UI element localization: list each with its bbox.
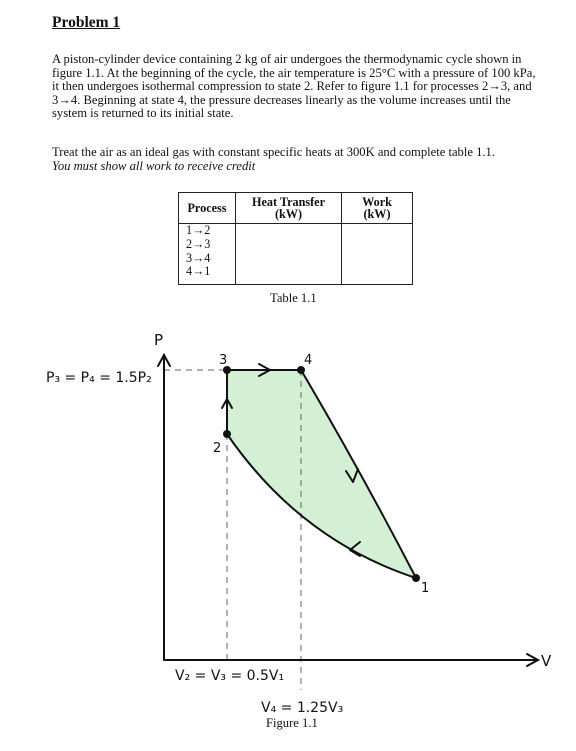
state-label-4: 4: [304, 353, 313, 368]
table-caption: Table 1.1: [270, 291, 317, 305]
volume-label-left: V₂ = V₃ = 0.5V₁: [175, 668, 285, 684]
state-point-1: [412, 574, 420, 582]
state-label-2: 2: [213, 441, 222, 456]
header-work: Work (kW): [342, 193, 413, 224]
state-label-1: 1: [421, 581, 430, 596]
instructions-note: You must show all work to receive credit: [52, 158, 256, 173]
cycle-area: [227, 370, 416, 578]
process-4-1: 4→1: [186, 264, 211, 279]
process-2-3: 2→3: [186, 236, 211, 251]
volume-label-right: V₄ = 1.25V₃: [261, 700, 344, 716]
state-point-2: [223, 430, 231, 438]
process-1-2: 1→2: [186, 223, 211, 237]
pressure-label: P₃ = P₄ = 1.5P₂: [46, 370, 152, 386]
problem-title: Problem 1: [52, 14, 121, 31]
figure-caption: Figure 1.1: [266, 716, 318, 730]
v-axis-label: V: [541, 652, 552, 670]
problem-description: A piston-cylinder device containing 2 kg of air undergoes the thermodynamic cycle shown in figure 1.1. At the beginning of the cycle, the air temperature is 25°C with a pressure of 100 kPa, it then undergoes isothermal compression to state 2. Refer to figure 1.1 for processes 2→3, and 3→4. Beginning at state 4, the pressure decreases linearly as the volume increases until the system is returned to its initial state.: [52, 52, 536, 121]
header-heat-transfer: Heat Transfer (kW): [236, 193, 342, 224]
process-3-4: 3→4: [186, 250, 211, 265]
state-label-3: 3: [219, 353, 228, 368]
p-axis-label: P: [154, 331, 164, 349]
header-process: Process: [179, 193, 236, 224]
instructions-text: Treat the air as an ideal gas with constant specific heats at 300K and complete table 1.1.: [52, 145, 495, 159]
